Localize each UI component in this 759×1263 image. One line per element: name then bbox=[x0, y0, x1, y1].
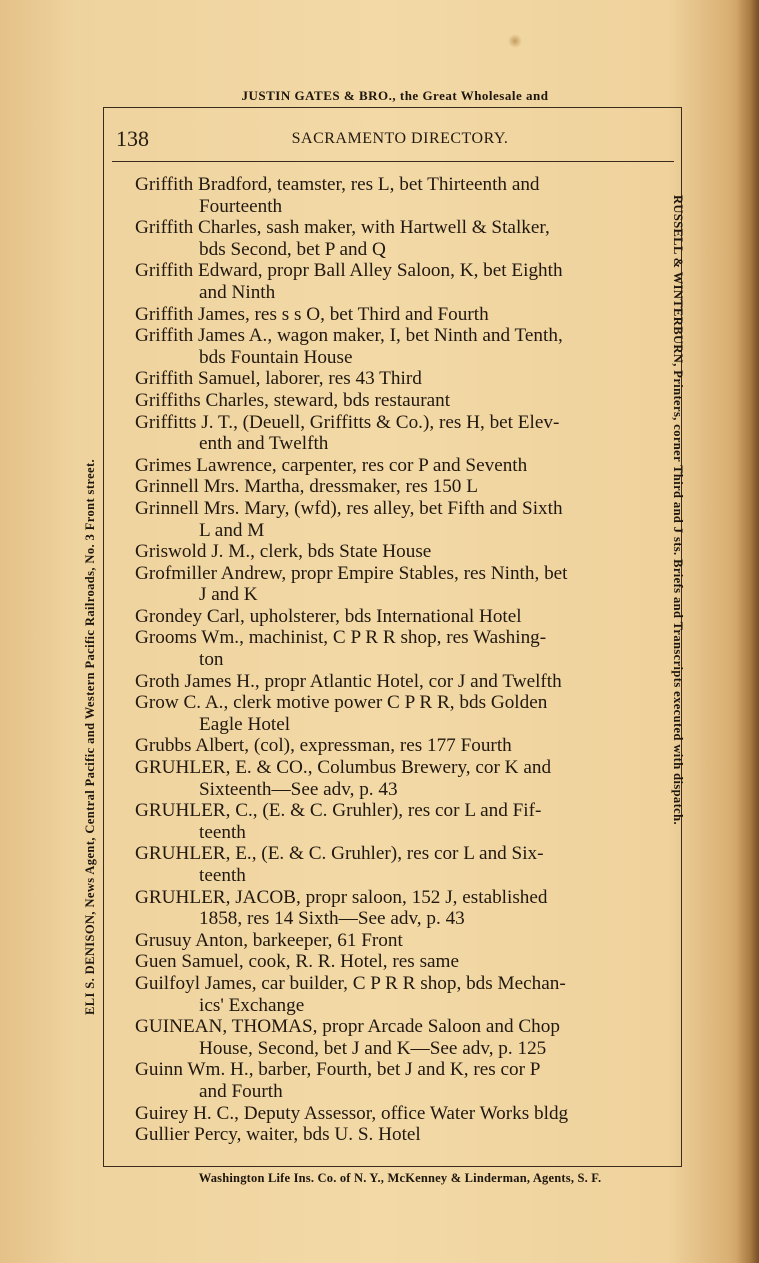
directory-entry bbox=[135, 951, 655, 973]
directory-entry bbox=[135, 930, 655, 952]
top-advertisement-banner: JUSTIN GATES & BRO., the Great Wholesale and bbox=[241, 88, 549, 103]
entry-continuation-line: enth and Twelfth bbox=[199, 433, 329, 455]
directory-entry bbox=[135, 304, 655, 326]
entry-first-line: Guinn Wm. H., barber, Fourth, bet J and K, res cor P bbox=[135, 1059, 541, 1081]
entry-first-line: GRUHLER, C., (E. & C. Gruhler), res cor L and Fif- bbox=[135, 800, 542, 822]
entry-first-line: GRUHLER, JACOB, propr saloon, 152 J, established bbox=[135, 886, 548, 908]
entry-first-line: Griswold J. M., clerk, bds State House bbox=[135, 541, 432, 563]
entry-continuation-line: J and K bbox=[199, 584, 258, 606]
directory-entry bbox=[135, 476, 655, 498]
directory-entry bbox=[135, 563, 655, 606]
directory-entry bbox=[135, 735, 655, 757]
directory-entry bbox=[135, 1016, 655, 1059]
entry-first-line: Guen Samuel, cook, R. R. Hotel, res same bbox=[135, 951, 459, 973]
entry-continuation-line: ton bbox=[199, 649, 224, 671]
entry-continuation-line: ics' Exchange bbox=[199, 994, 305, 1016]
directory-entry bbox=[135, 800, 655, 843]
running-head: SACRAMENTO DIRECTORY. bbox=[291, 130, 509, 147]
entry-first-line: Grinnell Mrs. Mary, (wfd), res alley, bet Fifth and Sixth bbox=[135, 497, 563, 519]
directory-entry bbox=[135, 887, 655, 930]
entry-first-line: Grusuy Anton, barkeeper, 61 Front bbox=[135, 929, 403, 951]
entry-continuation-line: bds Second, bet P and Q bbox=[199, 238, 386, 260]
book-spine-shadow bbox=[737, 0, 759, 1263]
page-number: 138 bbox=[116, 126, 149, 151]
entry-continuation-line: 1858, res 14 Sixth—See adv, p. 43 bbox=[199, 908, 465, 930]
entry-first-line: Griffith James A., wagon maker, I, bet Ninth and Tenth, bbox=[135, 325, 563, 347]
directory-entry bbox=[135, 757, 655, 800]
entry-first-line: GRUHLER, E., (E. & C. Gruhler), res cor L and Six- bbox=[135, 843, 544, 865]
directory-entry bbox=[135, 973, 655, 1016]
entry-first-line: GUINEAN, THOMAS, propr Arcade Saloon and Chop bbox=[135, 1016, 560, 1038]
entry-first-line: Gullier Percy, waiter, bds U. S. Hotel bbox=[135, 1124, 421, 1146]
directory-entry bbox=[135, 541, 655, 563]
entry-first-line: Griffith Bradford, teamster, res L, bet Thirteenth and bbox=[135, 174, 540, 195]
entry-first-line: Grimes Lawrence, carpenter, res cor P and Seventh bbox=[135, 454, 528, 476]
header-rule bbox=[112, 161, 674, 162]
entry-first-line: Guirey H. C., Deputy Assessor, office Water Works bldg bbox=[135, 1102, 569, 1124]
directory-entries bbox=[135, 174, 655, 1146]
entry-continuation-line: and Fourth bbox=[199, 1080, 283, 1102]
directory-entry bbox=[135, 843, 655, 886]
entry-first-line: Griffiths Charles, steward, bds restaurant bbox=[135, 389, 451, 411]
directory-entry bbox=[135, 498, 655, 541]
directory-entry bbox=[135, 606, 655, 628]
entry-first-line: Groth James H., propr Atlantic Hotel, cor J and Twelfth bbox=[135, 670, 562, 692]
directory-entry bbox=[135, 217, 655, 260]
entry-first-line: Griffith Charles, sash maker, with Hartwell & Stalker, bbox=[135, 217, 550, 239]
directory-entry bbox=[135, 671, 655, 693]
entry-continuation-line: House, Second, bet J and K—See adv, p. 125 bbox=[199, 1037, 547, 1059]
paper-stain bbox=[508, 34, 522, 48]
entry-first-line: Griffith James, res s s O, bet Third and Fourth bbox=[135, 303, 489, 325]
directory-entry bbox=[135, 368, 655, 390]
entry-first-line: Griffith Samuel, laborer, res 43 Third bbox=[135, 368, 422, 390]
entry-first-line: Guilfoyl James, car builder, C P R R shop, bds Mechan- bbox=[135, 972, 566, 994]
entry-first-line: Grubbs Albert, (col), expressman, res 177 Fourth bbox=[135, 735, 512, 757]
directory-entry bbox=[135, 1103, 655, 1125]
directory-entry bbox=[135, 1059, 655, 1102]
entry-first-line: Grofmiller Andrew, propr Empire Stables, res Ninth, bet bbox=[135, 562, 568, 584]
entry-continuation-line: L and M bbox=[199, 519, 265, 541]
directory-entry bbox=[135, 627, 655, 670]
entry-first-line: Grow C. A., clerk motive power C P R R, bds Golden bbox=[135, 692, 548, 714]
directory-entry bbox=[135, 692, 655, 735]
directory-entry bbox=[135, 1124, 655, 1146]
entry-continuation-line: Eagle Hotel bbox=[199, 713, 291, 735]
entry-continuation-line: teenth bbox=[199, 865, 246, 886]
entry-continuation-line: bds Fountain House bbox=[199, 346, 353, 368]
entry-continuation-line: teenth bbox=[199, 821, 246, 843]
entry-first-line: Grondey Carl, upholsterer, bds International Hotel bbox=[135, 605, 522, 627]
directory-entry bbox=[135, 455, 655, 477]
entry-first-line: GRUHLER, E. & CO., Columbus Brewery, cor K and bbox=[135, 757, 552, 779]
directory-entry bbox=[135, 174, 655, 217]
entry-first-line: Griffith Edward, propr Ball Alley Saloon, K, bet Eighth bbox=[135, 260, 563, 282]
entry-continuation-line: Fourteenth bbox=[199, 195, 283, 217]
entry-first-line: Grinnell Mrs. Martha, dressmaker, res 150 L bbox=[135, 476, 478, 498]
entry-first-line: Grooms Wm., machinist, C P R R shop, res Washing- bbox=[135, 627, 547, 649]
left-side-advertisement: ELI S. DENISON, News Agent, Central Pacific and Western Pacific Railroads, No. 3 Front street. bbox=[83, 458, 97, 1015]
entry-continuation-line: and Ninth bbox=[199, 281, 276, 303]
directory-entry bbox=[135, 412, 655, 455]
directory-entry bbox=[135, 325, 655, 368]
directory-entry bbox=[135, 260, 655, 303]
right-side-advertisement: RUSSELL & WINTERBURN, Printers, corner Third and J sts. Briefs and Transcripts executed with dispatch. bbox=[671, 195, 685, 825]
entry-first-line: Griffitts J. T., (Deuell, Griffitts & Co.), res H, bet Elev- bbox=[135, 411, 560, 433]
entry-continuation-line: Sixteenth—See adv, p. 43 bbox=[199, 778, 398, 800]
directory-entry bbox=[135, 390, 655, 412]
bottom-advertisement-banner: Washington Life Ins. Co. of N. Y., McKenney & Linderman, Agents, S. F. bbox=[198, 1171, 602, 1185]
